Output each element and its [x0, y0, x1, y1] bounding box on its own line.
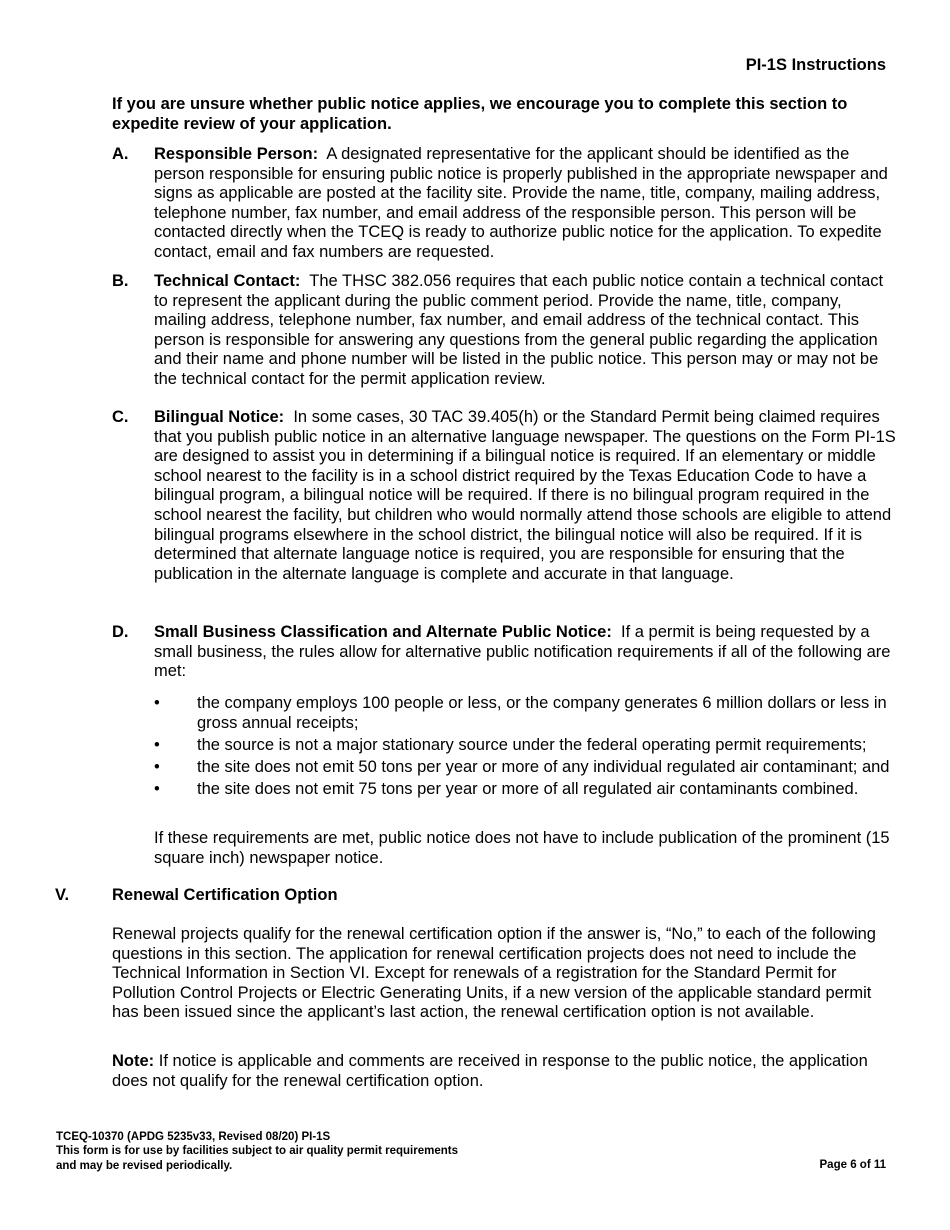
list-item-text: the company employs 100 people or less, or the company generates 6 million dollars or less in gross annual receipts; [197, 694, 887, 732]
item-letter: A. [112, 145, 129, 163]
bullet-icon: • [154, 735, 160, 754]
item-label: Responsible Person: [154, 145, 319, 163]
bullet-icon: • [154, 694, 160, 712]
list-item-text: the source is not a major stationary source under the federal operating permit requirements; [197, 735, 867, 754]
footer-form-info [56, 1130, 458, 1173]
section-title: Renewal Certification Option [112, 886, 338, 904]
bullet-icon: • [154, 779, 160, 798]
item-responsible-person [112, 145, 898, 263]
list-item [154, 694, 899, 733]
item-label: Technical Contact: [154, 272, 301, 290]
item-text: If a permit is being requested by a small business, the rules allow for alternative public notification requirements if all of the following are met: [154, 623, 891, 681]
section-v-note [112, 1052, 902, 1091]
item-label: Bilingual Notice: [154, 408, 285, 426]
footer-line-3: and may be revised periodically. [56, 1159, 233, 1172]
footer-line-2: This form is for use by facilities subject to air quality permit requirements [56, 1145, 458, 1158]
list-item [154, 736, 899, 756]
page-header-title: PI-1S Instructions [745, 56, 886, 74]
note-label: Note: [112, 1052, 155, 1070]
page-number: Page 6 of 11 [819, 1159, 886, 1171]
footer-line-1: TCEQ-10370 (APDG 5235v33, Revised 08/20) PI-1S [56, 1131, 331, 1143]
section-v-paragraph: Renewal projects qualify for the renewal certification option if the answer is, “No,” to each of the following questions in this section. The application for renewal certification projects does not need to include the Technical Information in Section VI. Except for renewals of a registration for the Standard Permit for Pollution Control Projects or Electric Generating Units, if a new version of the applicable standard permit has been issued since the applicant’s last action, the renewal certification option is not available. [112, 925, 876, 1022]
bullet-icon: • [154, 757, 160, 776]
list-item-text: the site does not emit 75 tons per year or more of all regulated air contaminants combined. [197, 779, 859, 798]
item-text: The THSC 382.056 requires that each public notice contain a technical contact to represent the applicant during the public comment period. Provide the name, title, company, mailing address, telephone number, fax number, and email address of the technical contact. This person is responsible for answering any questions from the general public regarding the application and their name and phone number will be listed in the public notice. This person may or may not be the technical contact for the permit application review. [154, 272, 884, 388]
item-text: A designated representative for the applicant should be identified as the person responsible for ensuring public notice is properly published in the appropriate newspaper and signs as applicable are posted at the facility site. Provide the name, title, company, mailing address, telephone number, fax number, and email address of the responsible person. This person will be contacted directly when the TCEQ is ready to authorize public notice for the application. To expedite contact, email and fax numbers are requested. [154, 145, 888, 261]
list-item [154, 758, 899, 778]
section-number: V. [55, 886, 70, 904]
small-business-followup: If these requirements are met, public notice does not have to include publication of the prominent (15 square inch) newspaper notice. [154, 829, 890, 867]
list-item-text: the site does not emit 50 tons per year or more of any individual regulated air contaminant; and [197, 757, 890, 776]
item-bilingual-notice [112, 408, 898, 584]
item-label: Small Business Classification and Alternate Public Notice: [154, 623, 612, 641]
item-technical-contact [112, 272, 898, 390]
list-item [154, 780, 899, 800]
item-text: In some cases, 30 TAC 39.405(h) or the Standard Permit being claimed requires that you publish public notice in an alternative language newspaper. The questions on the Form PI-1S are designed to assist you in determining if a bilingual notice is required. If an elementary or middle school nearest to the facility is in a school district required by the Texas Education Code to have a bilingual program, a bilingual notice will be required. If there is no bilingual program required in the school nearest the facility, but children who would normally attend those schools are eligible to attend bilingual programs elsewhere in the school district, the bilingual notice will also be required. If it is determined that alternate language notice is required, you are responsible for ensuring that the publication in the alternate language is complete and accurate in that language. [154, 408, 896, 583]
note-text: If notice is applicable and comments are received in response to the public notice, the application does not qualify for the renewal certification option. [112, 1052, 868, 1090]
requirements-list [154, 694, 899, 802]
item-small-business [112, 623, 898, 682]
item-letter: D. [112, 623, 129, 641]
intro-paragraph: If you are unsure whether public notice applies, we encourage you to complete this section to expedite review of your application. [112, 95, 848, 133]
item-letter: B. [112, 272, 129, 290]
item-letter: C. [112, 408, 129, 426]
